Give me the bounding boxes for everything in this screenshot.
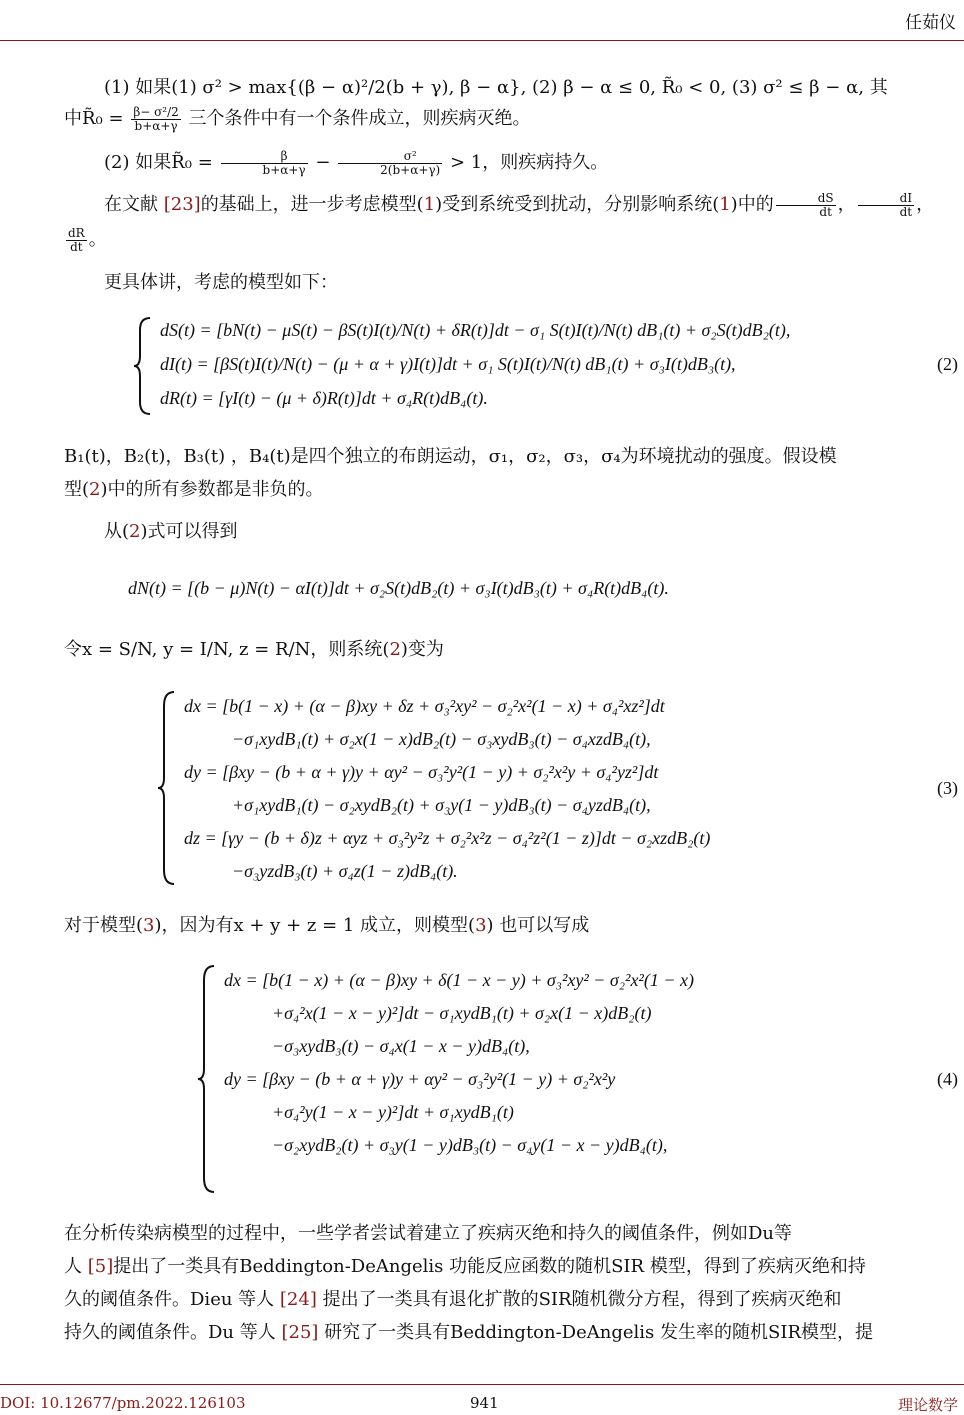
literature-review-line2 [64,1251,964,1282]
condition-2-paragraph [64,147,964,178]
condition-2-label: (2) 如果R̃₀ = [104,152,213,173]
fraction-numerator: σ² [338,150,442,164]
equation-2 [130,316,964,416]
substitution-paragraph [64,634,964,665]
footer-rule [0,1384,964,1385]
brownian-description-line2 [64,474,964,505]
di-dt-fraction [858,192,915,219]
literature-review-line3 [64,1284,964,1315]
text: )受到系统受到扰动，分别影响系统( [435,194,720,215]
separator: ， [916,194,935,215]
model-perturbation-line2 [64,224,964,255]
fraction-denominator: dt [70,239,83,254]
text: 提出了一类具有退化扩散的SIR随机微分方程，得到了疾病灭绝和 [316,1289,842,1310]
equation-dN: dN(t) = [(b − μ)N(t) − αI(t)]dt + σ₂S(t)dB₂(t) + σ₃I(t)dB₃(t) + σ₄R(t)dB₄(t). [128,578,669,598]
equation-4-line-3: −σ₃xydB₃(t) − σ₄x(1 − x − y)dB₄(t), [272,1036,530,1056]
equation-3-line-6: −σ₃yzdB₃(t) + σ₄z(1 − z)dB₄(t). [232,861,458,881]
r0-fraction [131,106,181,133]
equation-ref-3b[interactable]: 3 [475,915,487,936]
journal-name[interactable]: 理论数学 [897,1396,958,1414]
condition-1-conclusion: 三个条件中有一个条件成立，则疾病灭绝。 [188,108,531,129]
r0-fraction-numerator: β− σ²/2 [133,104,179,119]
fraction-denominator: dt [819,204,832,219]
equation-3-number: (3) [937,778,958,798]
condition-2-fraction-1 [221,150,308,177]
doi-link[interactable]: DOI: 10.12677/pm.2022.126103 [0,1394,246,1412]
equation-2-line-3: dR(t) = [γI(t) − (μ + δ)R(t)]dt + σ₄R(t)dB₄(t). [160,388,488,408]
citation-link-23[interactable]: [23] [163,194,201,215]
equation-2-line-2: dI(t) = [βS(t)I(t)/N(t) − (μ + α + γ)I(t)]dt + σ₁ S(t)I(t)/N(t) dB₁(t) + σ₃I(t)dB₃(t), [160,354,736,374]
left-brace-icon [196,964,218,1194]
equation-ref-3[interactable]: 3 [143,915,155,936]
fraction-denominator: dt [899,204,913,219]
ds-dt-fraction [776,192,836,219]
separator: ， [837,194,856,215]
r0-fraction-denominator: b+α+γ [134,118,178,133]
brownian-description-line1: B₁(t)，B₂(t)，B₃(t) ，B₄(t)是四个独立的布朗运动，σ₁，σ₂，σ₃，σ₄为环境扰动的强度。假设模 [64,446,837,467]
condition-2-conclusion: > 1，则疾病持久。 [449,152,609,173]
condition-1-paragraph [64,72,964,103]
dr-dt-fraction [66,227,87,254]
equation-2-line-1: dS(t) = [bN(t) − μS(t) − βS(t)I(t)/N(t) + δR(t)]dt − σ₁ S(t)I(t)/N(t) dB₁(t) + σ₂S(t)dB₂(t), [160,320,791,340]
literature-review-line4 [64,1317,964,1348]
fraction-numerator: dS [776,192,836,206]
fraction-numerator: dI [858,192,915,206]
equation-4-number: (4) [937,1069,958,1089]
condition-2-fraction-2 [338,150,442,177]
model-intro-paragraph: 更具体讲，考虑的模型如下： [104,272,338,293]
page-number: 941 [470,1394,499,1412]
text: 在文献 [104,194,164,215]
equation-3-line-4: +σ₁xydB₁(t) − σ₂xydB₂(t) + σ₃y(1 − y)dB₃(t) − σ₄yzdB₄(t), [232,795,651,815]
equation-4-line-4: dy = [βxy − (b + α + γ)y + αy² − σ₃²y²(1 − y) + σ₂²x²y [224,1069,616,1089]
text: 型( [64,479,90,500]
text: 久的阈值条件。Dieu 等人 [64,1289,280,1310]
fraction-denominator: 2(b+α+γ) [380,162,441,177]
equation-3-line-1: dx = [b(1 − x) + (α − β)xy + δz + σ₃²xy² − σ₂²x²(1 − x) + σ₄²xz²]dt [184,696,665,716]
derive-intro-paragraph [64,516,964,547]
citation-link-5[interactable]: [5] [87,1256,114,1277]
text: )中的 [730,194,774,215]
text: 提出了一类具有Beddington-DeAngelis 功能反应函数的随机SIR 模型，得到了疾病灭绝和持 [113,1256,866,1277]
text: )中的所有参数都是非负的。 [100,479,324,500]
equation-4-line-6: −σ₂xydB₂(t) + σ₃y(1 − y)dB₃(t) − σ₄y(1 − x − y)dB₄(t), [272,1135,668,1155]
text: 持久的阈值条件。Du 等人 [64,1322,282,1343]
fraction-numerator: β [221,150,308,164]
rewrite-paragraph [64,910,964,941]
condition-1-line1: (1) 如果(1) σ² > max{(β − α)²/2(b + γ), β − α}, (2) β − α ≤ 0, R̃₀ < 0, (3) σ² ≤ β − α, 其 [104,77,888,98]
text: 人 [64,1256,88,1277]
equation-ref-1[interactable]: 1 [423,194,436,215]
equation-ref-2c[interactable]: 2 [389,639,401,660]
literature-review-line1: 在分析传染病模型的过程中，一些学者尝试着建立了疾病灭绝和持久的阈值条件，例如Du等 [64,1223,793,1244]
left-brace-icon [132,316,154,416]
citation-link-25[interactable]: [25] [281,1322,319,1343]
fraction-numerator: dR [68,225,85,240]
equation-ref-1b[interactable]: 1 [719,194,731,215]
text: )变为 [400,639,444,660]
equation-ref-2b[interactable]: 2 [129,521,141,542]
text: 从( [104,521,130,542]
equation-4-line-2: +σ₄²x(1 − x − y)²]dt − σ₁xydB₁(t) + σ₂x(1 − x)dB₂(t) [272,1003,652,1023]
equation-4-line-5: +σ₄²y(1 − x − y)²]dt + σ₁xydB₁(t) [272,1102,514,1122]
r0-definition-label: 中R̃₀ = [64,108,124,129]
text: 令x = S/N, y = I/N, z = R/N，则系统( [64,639,390,660]
fraction-denominator: b+α+γ [262,162,306,177]
minus-sign: − [315,152,337,173]
header-rule [0,40,964,41]
equation-3 [156,690,964,886]
text: )式可以得到 [140,521,238,542]
condition-1-line2 [64,103,964,134]
equation-ref-2[interactable]: 2 [89,479,101,500]
equation-4-line-1: dx = [b(1 − x) + (α − β)xy + δ(1 − x − y) + σ₃²xy² − σ₂²x²(1 − x) [224,970,694,990]
text: )，因为有x + y + z = 1 成立，则模型( [154,915,476,936]
citation-link-24[interactable]: [24] [279,1289,317,1310]
equation-3-line-3: dy = [βxy − (b + α + γ)y + αy² − σ₃²y²(1 − y) + σ₂²x²y + σ₄²yz²]dt [184,762,659,782]
equation-2-number: (2) [937,354,958,374]
left-brace-icon [156,690,178,886]
equation-4 [196,964,964,1194]
text: 研究了一类具有Beddington-DeAngelis 发生率的随机SIR模型，提 [318,1322,874,1343]
equation-3-line-2: −σ₁xydB₁(t) + σ₂x(1 − x)dB₂(t) − σ₃xydB₃(t) − σ₄xzdB₄(t), [232,729,651,749]
equation-3-line-5: dz = [γy − (b + δ)z + αyz + σ₃²y²z + σ₂²x²z − σ₄²z²(1 − z)]dt − σ₂xzdB₂(t) [184,828,711,848]
model-perturbation-paragraph [64,189,964,220]
header-author: 任茹仪 [905,13,956,33]
text: 的基础上，进一步考虑模型( [200,194,424,215]
period: 。 [88,229,107,250]
text: ) 也可以写成 [486,915,590,936]
text: 对于模型( [64,915,144,936]
